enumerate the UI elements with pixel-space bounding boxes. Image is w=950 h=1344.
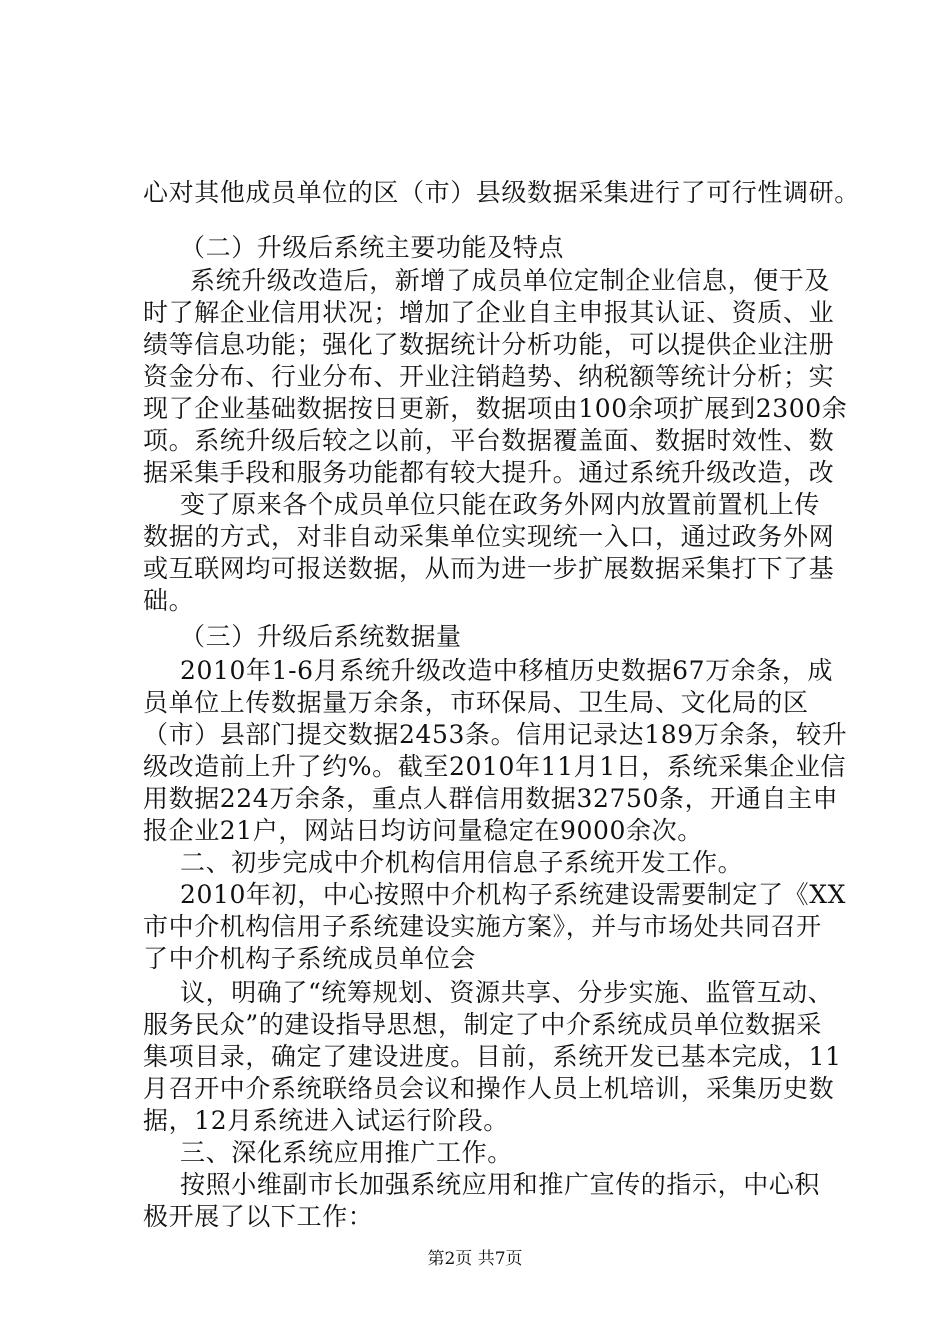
text-line: 2010年1-6月系统升级改造中移植历史数据67万余条，成 (180, 656, 834, 685)
text-line: 系统升级改造后，新增了成员单位定制企业信息，便于及 (190, 266, 831, 295)
text-line: 资金分布、行业分布、开业注销趋势、纳税额等统计分析；实 (143, 362, 835, 391)
text-line: 服务民众”的建设指导思想，制定了中介系统成员单位数据采 (143, 1010, 822, 1039)
text-line: 员单位上传数据量万余条，市环保局、卫生局、文化局的区 (143, 688, 809, 717)
text-line: 绩等信息功能；强化了数据统计分析功能，可以提供企业注册 (143, 330, 835, 359)
text-line: 据，12月系统进入试运行阶段。 (143, 1106, 509, 1135)
text-line: 2010年初，中心按照中介机构子系统建设需要制定了《XX (180, 880, 847, 909)
section-heading: 二、初步完成中介机构信用信息子系统开发工作。 (180, 848, 744, 877)
text-line: 用数据224万余条，重点人群信用数据32750条，开通自主申 (143, 784, 839, 813)
text-line: 时了解企业信用状况；增加了企业自主申报其认证、资质、业 (143, 298, 835, 327)
text-line: 极开展了以下工作： (143, 1202, 374, 1231)
text-line: 报企业21户，网站日均访问量稳定在9000余次。 (143, 816, 703, 845)
text-line: 集项目录，确定了建设进度。目前，系统开发已基本完成，11 (143, 1042, 842, 1071)
text-line: 现了企业基础数据按日更新，数据项由100余项扩展到2300余 (143, 394, 848, 423)
text-line: 议，明确了“统筹规划、资源共享、分步实施、监管互动、 (180, 978, 834, 1007)
text-line: 数据的方式，对非自动采集单位实现统一入口，通过政务外网 (143, 522, 835, 551)
text-line: 项。系统升级后较之以前，平台数据覆盖面、数据时效性、数 (143, 426, 835, 455)
text-line: 了中介机构子系统成员单位会 (143, 944, 476, 973)
text-line: 变了原来各个成员单位只能在政务外网内放置前置机上传 (180, 490, 821, 519)
text-line: 级改造前上升了约%。截至2010年11月1日，系统采集企业信 (143, 752, 847, 781)
text-line: （市）县部门提交数据2453条。信用记录达189万余条，较升 (143, 720, 848, 749)
text-line: 础。 (143, 586, 195, 615)
text-line: 按照小维副市长加强系统应用和推广宣传的指示，中心积 (180, 1170, 821, 1199)
text-line: 据采集手段和服务功能都有较大提升。通过系统升级改造，改 (143, 458, 835, 487)
section-heading: （三）升级后系统数据量 (180, 622, 462, 651)
text-line: 心对其他成员单位的区（市）县级数据采集进行了可行性调研。 (143, 178, 860, 207)
text-line: 月召开中介系统联络员会议和操作人员上机培训，采集历史数 (143, 1074, 835, 1103)
text-line: 市中介机构信用子系统建设实施方案》，并与市场处共同召开 (143, 912, 822, 941)
section-heading: 三、深化系统应用推广工作。 (180, 1138, 513, 1167)
section-heading: （二）升级后系统主要功能及特点 (180, 233, 565, 262)
page-footer: 第2页 共7页 (427, 1249, 523, 1269)
text-line: 或互联网均可报送数据，从而为进一步扩展数据采集打下了基 (143, 554, 835, 583)
